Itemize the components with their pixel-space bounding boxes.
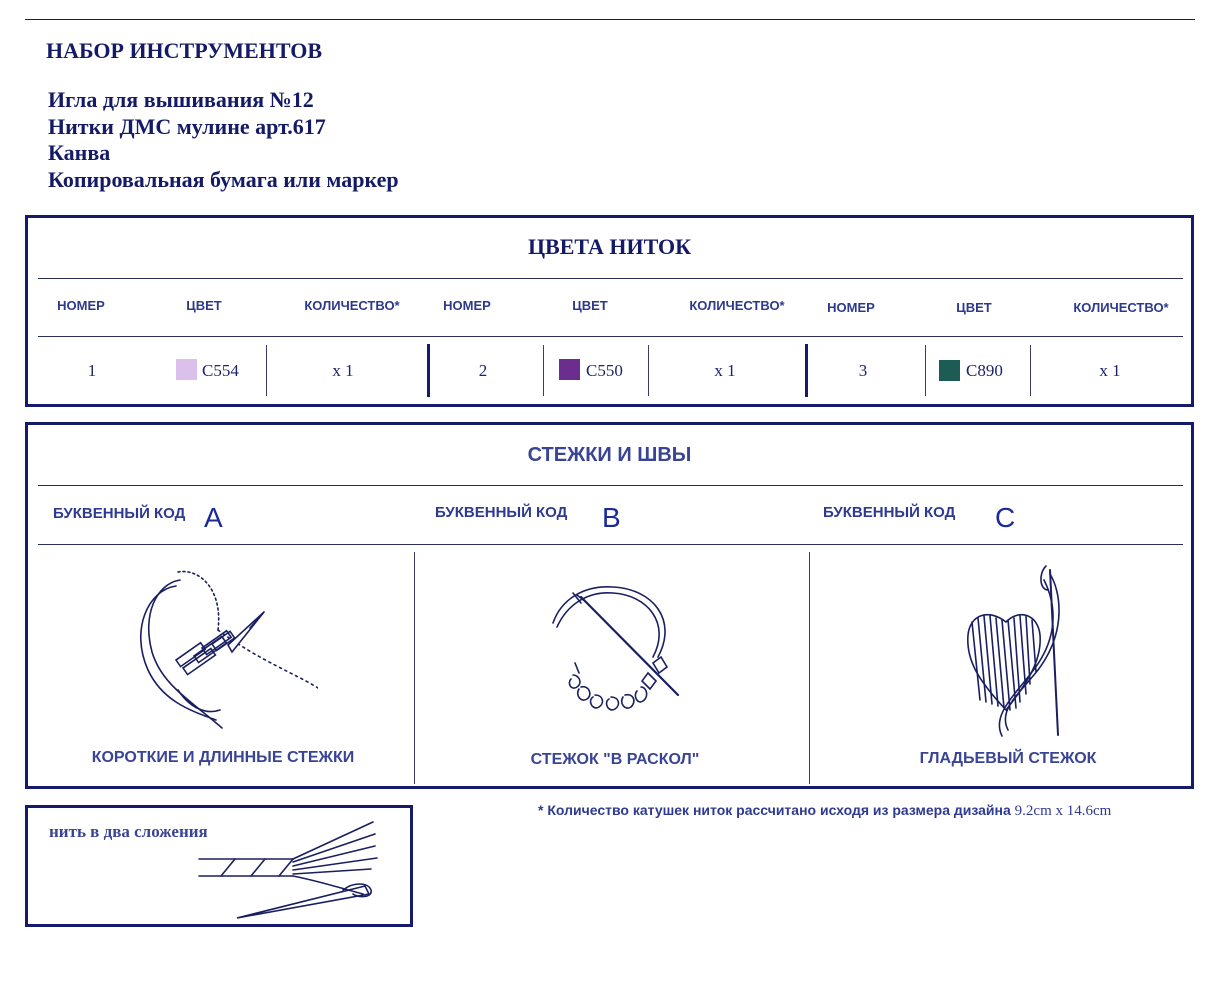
stitch-name: СТЕЖОК "В РАСКОЛ" xyxy=(530,751,700,768)
header-number: НОМЕР xyxy=(443,298,491,313)
split-stitch-icon xyxy=(543,575,713,725)
color-swatch xyxy=(176,359,197,380)
footnote-dimensions: 9.2cm x 14.6cm xyxy=(1014,803,1112,819)
cell-separator xyxy=(648,345,649,396)
stitch-separator xyxy=(809,552,810,784)
code-letter: A xyxy=(204,502,223,533)
thread-quantity: x 1 xyxy=(332,361,354,380)
code-letter: C xyxy=(995,502,1016,533)
doubled-thread-panel xyxy=(25,805,413,927)
thread-quantity: x 1 xyxy=(714,361,736,380)
quantity-footnote xyxy=(538,802,1111,820)
tool-item: Копировальная бумага или маркер xyxy=(48,166,399,192)
header-number: НОМЕР xyxy=(827,300,875,315)
doubled-thread-label: нить в два сложения xyxy=(49,822,208,841)
header-quantity: КОЛИЧЕСТВО* xyxy=(304,298,400,313)
thread-quantity: x 1 xyxy=(1099,361,1121,380)
cell-separator xyxy=(925,345,926,396)
stitches-divider xyxy=(38,544,1183,545)
satin-stitch-icon xyxy=(958,560,1068,740)
thread-number: 3 xyxy=(858,361,868,380)
header-number: НОМЕР xyxy=(57,298,105,313)
tool-item: Нитки ДМС мулине арт.617 xyxy=(48,113,326,139)
footnote-text: * Количество катушек ниток рассчитано исходя из размера дизайна xyxy=(538,802,1011,818)
top-rule xyxy=(25,19,1195,20)
thread-colors-title: ЦВЕТА НИТОК xyxy=(527,234,692,259)
tools-title: НАБОР ИНСТРУМЕНТОВ xyxy=(46,38,322,63)
code-label: БУКВЕННЫЙ КОД xyxy=(53,505,186,522)
code-label: БУКВЕННЫЙ КОД xyxy=(823,504,956,521)
tool-item: Канва xyxy=(48,140,111,165)
stitch-name: КОРОТКИЕ И ДЛИННЫЕ СТЕЖКИ xyxy=(91,749,355,766)
cell-separator xyxy=(266,345,267,396)
color-swatch xyxy=(559,359,580,380)
code-label: БУКВЕННЫЙ КОД xyxy=(435,504,568,521)
tools-list xyxy=(48,87,399,193)
code-letter: B xyxy=(602,502,621,533)
stitches-panel xyxy=(25,422,1194,789)
tool-item: Игла для вышивания №12 xyxy=(48,87,314,112)
stitch-separator xyxy=(414,552,415,784)
color-swatch xyxy=(939,360,960,381)
color-code: C890 xyxy=(966,361,1003,380)
stitches-title: СТЕЖКИ И ШВЫ xyxy=(527,444,692,466)
table-divider xyxy=(38,278,1183,279)
stitch-name: ГЛАДЬЕВЫЙ СТЕЖОК xyxy=(919,750,1097,767)
cell-separator xyxy=(543,345,544,396)
long-short-stitch-icon xyxy=(128,560,318,730)
header-color: ЦВЕТ xyxy=(572,298,608,313)
header-quantity: КОЛИЧЕСТВО* xyxy=(689,298,785,313)
color-code: C550 xyxy=(586,361,623,380)
stitches-divider xyxy=(38,485,1183,486)
group-separator xyxy=(805,344,808,397)
cell-separator xyxy=(1030,345,1031,396)
doubled-thread-icon xyxy=(193,814,388,922)
header-color: ЦВЕТ xyxy=(186,298,222,313)
thread-number: 1 xyxy=(87,361,97,380)
thread-colors-panel xyxy=(25,215,1194,407)
color-code: C554 xyxy=(202,361,239,380)
table-divider xyxy=(38,336,1183,337)
thread-number: 2 xyxy=(478,361,488,380)
group-separator xyxy=(427,344,430,397)
header-color: ЦВЕТ xyxy=(956,300,992,315)
header-quantity: КОЛИЧЕСТВО* xyxy=(1073,300,1169,315)
